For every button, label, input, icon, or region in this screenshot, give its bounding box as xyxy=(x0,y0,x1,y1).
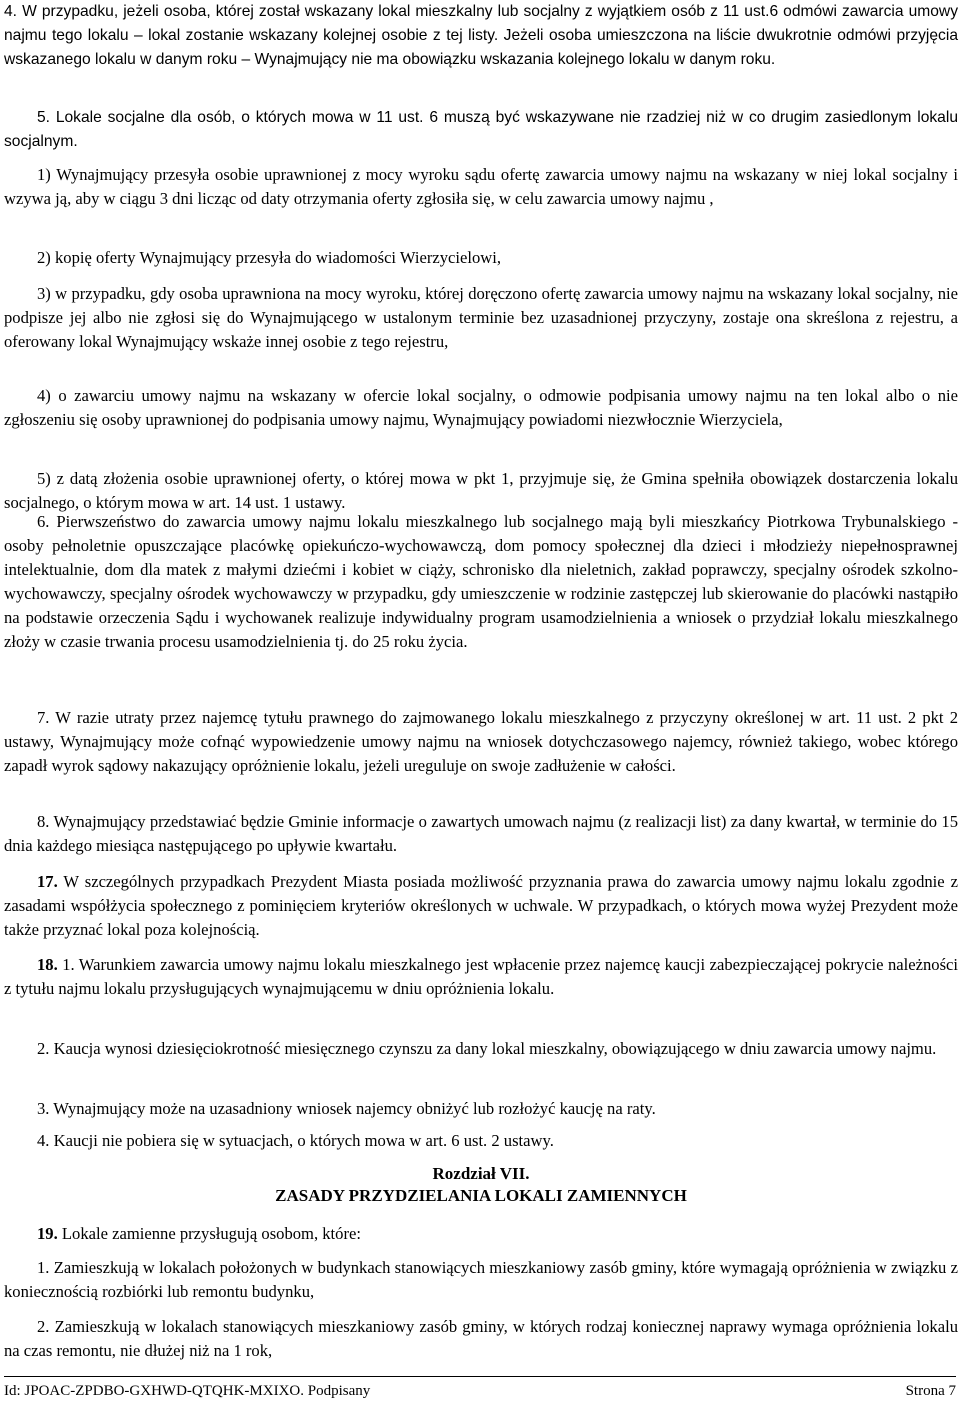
list-item-1: 1) Wynajmujący przesyła osobie uprawnionej z mocy wyroku sądu ofertę zawarcia umowy najmu na wskazany w niej lokal socjalny i wzywa ją, aby w ciągu 3 dni licząc od daty otrzymania oferty zgłosiła się, w celu zawarcia umowy najmu , xyxy=(4,165,958,208)
paragraph-6: 6. Pierwszeństwo do zawarcia umowy najmu lokalu mieszkalnego lub socjalnego mają byli mieszkańcy Piotrkowa Trybunalskiego - osoby pełnoletnie opuszczające placówkę opiekuńczo-wychowawczą, dom pomocy społecznej dla dzieci i młodzieży niepełnosprawnej intelektualnie, dom dla matek z małymi dziećmi i kobiet w ciąży, schronisko dla nieletnich, zakład poprawczy, specjalny ośrodek szkolno-wychowawczy, specjalny ośrodek wychowawczy w przypadku, gdy umieszczenie w rodzinie zastępczej lub skierowanie do placówki nastąpiło na podstawie orzeczenia Sądu i wychowanek realizuje indywidualny program usamodzielnienia a wniosek o przydział lokalu mieszkalnego złoży w czasie trwania procesu usamodzielnienia tj. do 25 roku życia. xyxy=(4,512,958,651)
paragraph-8: 8. Wynajmujący przedstawiać będzie Gminie informacje o zawartych umowach najmu (z realizacji list) za dany kwartał, w terminie do 15 dnia każdego miesiąca następującego po upływie kwartału. xyxy=(4,812,958,855)
section-19-number: 19. xyxy=(37,1224,58,1243)
section-19-text: Lokale zamienne przysługują osobom, które: xyxy=(57,1224,361,1243)
section-18-text: 1. Warunkiem zawarcia umowy najmu lokalu mieszkalnego jest wpłacenie przez najemcę kaucji zabezpieczającej pokrycie należności z tytułu najmu lokalu przysługujących wynajmującemu w dniu opróżnienia lokalu. xyxy=(4,955,958,998)
section-18-item-4: 4. Kaucji nie pobiera się w sytuacjach, o których mowa w art. 6 ust. 2 ustawy. xyxy=(37,1131,554,1150)
section-19-item-1: 1. Zamieszkują w lokalach położonych w budynkach stanowiących mieszkaniowy zasób gminy, które wymagają opróżnienia w związku z koniecznością rozbiórki lub remontu budynku, xyxy=(4,1258,958,1301)
section-18-item-2: 2. Kaucja wynosi dziesięciokrotność miesięcznego czynszu za dany lokal mieszkalny, obowiązującego w dniu zawarcia umowy najmu. xyxy=(37,1039,937,1058)
paragraph-4: 4. W przypadku, jeżeli osoba, której został wskazany lokal mieszkalny lub socjalny z wyjątkiem osób z 11 ust.6 odmówi zawarcia umowy najmu tego lokalu – lokal zostanie wskazany kolejnej osobie z tej listy. Jeżeli osoba umieszczona na liście dwukrotnie odmówi przyjęcia wskazanego lokalu w danym roku – Wynajmujący nie ma obowiązku wskazania kolejnego lokalu w danym roku. xyxy=(4,3,958,68)
chapter-title: ZASADY PRZYDZIELANIA LOKALI ZAMIENNYCH xyxy=(275,1186,687,1205)
section-18 xyxy=(4,953,958,1001)
chapter-heading xyxy=(4,1163,958,1207)
section-19 xyxy=(4,1222,958,1246)
page-number: Strona 7 xyxy=(905,1383,956,1399)
list-item-2: 2) kopię oferty Wynajmujący przesyła do wiadomości Wierzycielowi, xyxy=(37,248,502,267)
document-id: Id: JPOAC-ZPDBO-GXHWD-QTQHK-MXIXO. Podpisany xyxy=(4,1383,371,1399)
list-item-4: 4) o zawarciu umowy najmu na wskazany w ofercie lokal socjalny, o odmowie podpisania umowy najmu na ten lokal albo o nie zgłoszeniu się osoby uprawnionej do podpisania umowy najmu, Wynajmujący powiadomi niezwłocznie Wierzyciela, xyxy=(4,386,958,429)
section-17-number: 17. xyxy=(37,872,58,891)
chapter-number: Rozdział VII. xyxy=(432,1164,530,1183)
list-item-5: 5) z datą złożenia osobie uprawnionej oferty, o której mowa w pkt 1, przyjmuje się, że Gmina spełniła obowiązek dostarczenia lokalu socjalnego, o którym mowa w art. 14 ust. 1 ustawy. xyxy=(4,469,958,512)
section-19-item-2: 2. Zamieszkują w lokalach stanowiących mieszkaniowy zasób gminy, w których rodzaj koniecznej naprawy wymaga opróżnienia lokalu na czas remontu, nie dłużej niż na 1 rok, xyxy=(4,1317,958,1360)
section-18-number: 18. xyxy=(37,955,58,974)
list-item-3: 3) w przypadku, gdy osoba uprawniona na mocy wyroku, której doręczono ofertę zawarcia umowy najmu na wskazany lokal socjalny, nie podpisze jej albo nie zgłosi się do Wynajmującego w ustalonym terminie bez uzasadnionej przyczyny, zostaje ona skreślona z rejestru, a oferowany lokal Wynajmujący wskaże innej osobie z tego rejestru, xyxy=(4,284,958,351)
paragraph-7: 7. W razie utraty przez najemcę tytułu prawnego do zajmowanego lokalu mieszkalnego z przyczyny określonej w art. 11 ust. 2 pkt 2 ustawy, Wynajmujący może cofnąć wypowiedzenie umowy najmu na wniosek dotychczasowego najemcy, również takiego, wobec którego zapadł wyrok sądowy nakazujący opróżnienie lokalu, jeżeli ureguluje on swoje zadłużenie w całości. xyxy=(4,708,958,775)
paragraph-5: 5. Lokale socjalne dla osób, o których mowa w 11 ust. 6 muszą być wskazywane nie rzadziej niż w co drugim zasiedlonym lokalu socjalnym. xyxy=(4,109,958,150)
page-footer xyxy=(4,1376,956,1400)
section-18-item-3: 3. Wynajmujący może na uzasadniony wniosek najemcy obniżyć lub rozłożyć kaucję na raty. xyxy=(37,1099,656,1118)
section-17 xyxy=(4,870,958,942)
section-17-text: W szczególnych przypadkach Prezydent Miasta posiada możliwość przyznania prawa do zawarcia umowy najmu lokalu zgodnie z zasadami współżycia społecznego z pominięciem kryteriów określonych w uchwale. W przypadkach, o których mowa wyżej Prezydent może także przyznać lokal poza kolejnością. xyxy=(4,872,958,939)
